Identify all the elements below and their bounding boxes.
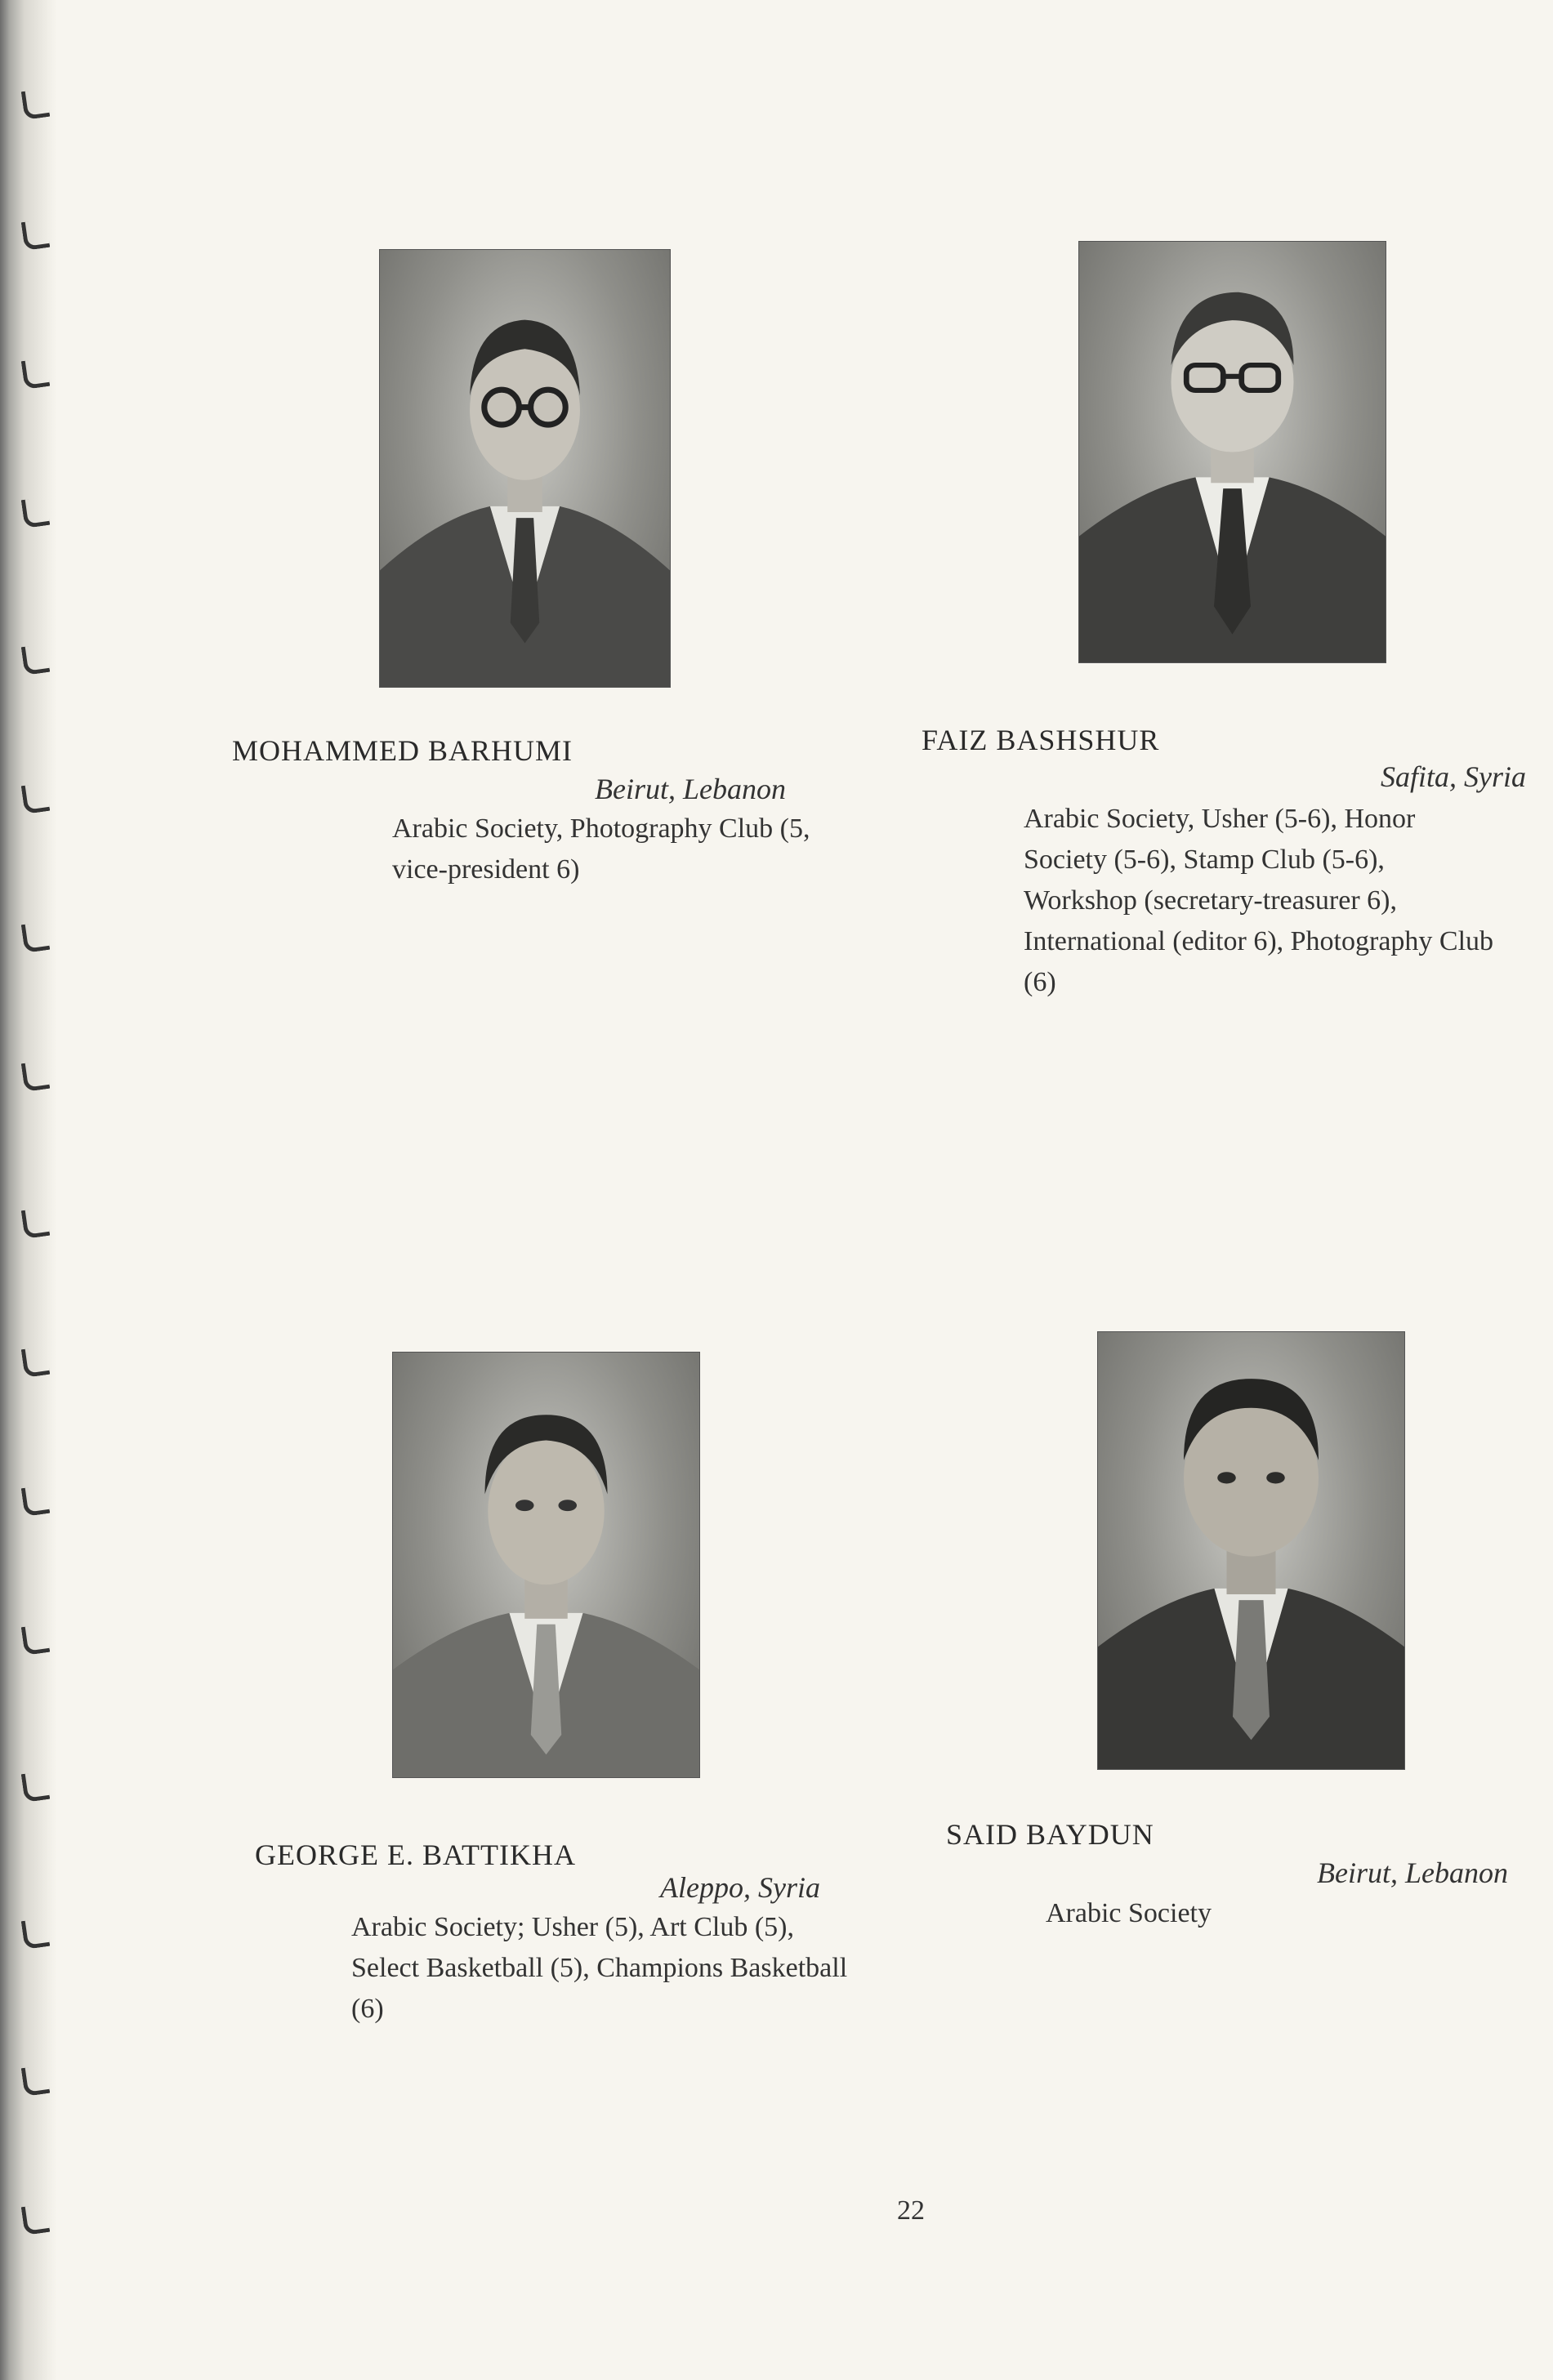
student-hometown: Beirut, Lebanon [1317,1856,1508,1889]
binding-ring [21,1060,51,1092]
portrait-photo [392,1352,700,1778]
student-activities: Arabic Society; Usher (5), Art Club (5), Select Basketball (5), Champions Basketball (6) [351,1912,848,2024]
student-name: SAID BAYDUN [946,1818,1154,1851]
binding-ring [21,1485,51,1517]
binding-ring [21,644,51,675]
binding-edge [0,0,57,2380]
binding-ring [21,1771,51,1803]
student-activities: Arabic Society, Usher (5-6), Honor Society (5-6), Stamp Club (5-6), Workshop (secretary-treasurer 6), International (editor 6), Photography Club (6) [1024,804,1494,997]
binding-ring [21,2204,51,2235]
student-name: FAIZ BASHSHUR [922,724,1160,756]
student-name: MOHAMMED BARHUMI [232,734,573,767]
binding-ring [21,782,51,814]
binding-ring [21,2065,51,2097]
binding-ring [21,1207,51,1239]
student-hometown: Aleppo, Syria [660,1871,820,1904]
student-activities: Arabic Society, Photography Club (5, vice-president 6) [392,813,810,885]
binding-ring [21,1624,51,1656]
binding-ring [21,497,51,528]
binding-ring [21,1346,51,1378]
binding-ring [21,219,51,251]
student-activities: Arabic Society [1046,1898,1212,1928]
portrait-photo [379,249,671,688]
student-name: GEORGE E. BATTIKHA [255,1838,576,1871]
binding-ring [21,1918,51,1950]
binding-ring [21,358,51,390]
student-hometown: Safita, Syria [1381,760,1526,793]
portrait-photo [1078,241,1386,663]
student-hometown: Beirut, Lebanon [595,773,786,805]
binding-ring [21,921,51,953]
portrait-photo [1097,1331,1405,1770]
binding-ring [21,88,51,120]
page-number: 22 [897,2195,925,2226]
